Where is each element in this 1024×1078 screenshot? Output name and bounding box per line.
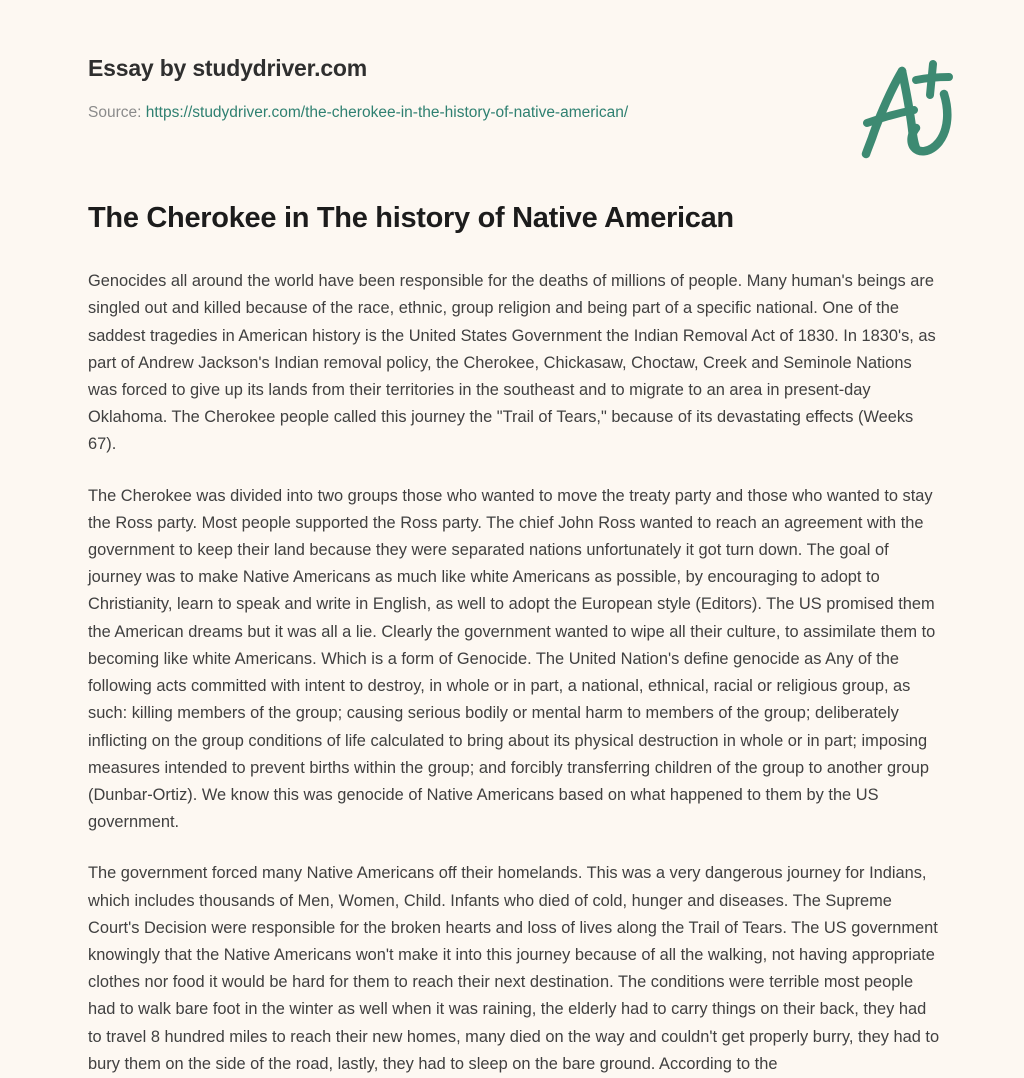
article-paragraph: The government forced many Native Americans off their homelands. This was a very dangerous journey for Indians, which includes thousands of Men, Women, Child. Infants who died of cold, hunger and diseases. The Supreme Court's Decision were responsible for the broken hearts and loss of lives along the Trail of Tears. The US government knowingly that the Native Americans won't make it into this journey because of all the walking, not having appropriate clothes nor food it would be hard for them to reach their next destination. The conditions were terrible most people had to walk bare foot in the winter as well when it was raining, the elderly had to carry things on their back, they had to travel 8 hundred miles to reach their new homes, many died on the way and couldn't get properly burry, they had to bury them on the side of the road, lastly, they had to sleep on the bare ground. According to the — [88, 864, 940, 1073]
source-url-link[interactable]: https://studydriver.com/the-cherokee-in-the-history-of-native-american/ — [145, 103, 629, 121]
page-title: The Cherokee in The history of Native American — [88, 202, 734, 234]
document-header — [0, 0, 1024, 200]
brand-title: Essay by studydriver.com — [88, 55, 368, 81]
studydriver-a-plus-logo-icon — [850, 52, 966, 168]
source-label: Source: — [88, 103, 142, 121]
article-paragraph: The Cherokee was divided into two groups those who wanted to move the treaty party and those who wanted to stay the Ross party. Most people supported the Ross party. The chief John Ross wanted to reach an agreement with the government to keep their land because they were separated nations unfortunately it got turn down. The goal of journey was to make Native Americans as much like white Americans as possible, by encouraging to adopt to Christianity, learn to speak and write in English, as well to adopt the European style (Editors). The US promised them the American dreams but it was all a lie. Clearly the government wanted to wipe all their culture, to assimilate them to becoming like white Americans. Which is a form of Genocide. The United Nation's define genocide as Any of the following acts committed with intent to destroy, in whole or in part, a national, ethnical, racial or religious group, as such: killing members of the group; causing serious bodily or mental harm to members of the group; deliberately inflicting on the group conditions of life calculated to bring about its physical destruction in whole or in part; imposing measures intended to prevent births within the group; and forcibly transferring children of the group to another group (Dunbar-Ortiz). We know this was genocide of Native Americans based on what happened to them by the US government. — [88, 486, 936, 832]
source-line — [88, 103, 936, 123]
article-paragraph: Genocides all around the world have been responsible for the deaths of millions of people. Many human's beings are singled out and killed because of the race, ethnic, group religion and being part of a specific national. One of the saddest tragedies in American history is the United States Government the Indian Removal Act of 1830. In 1830's, as part of Andrew Jackson's Indian removal policy, the Cherokee, Chickasaw, Choctaw, Creek and Seminole Nations was forced to give up its lands from their territories in the southeast and to migrate to an area in present-day Oklahoma. The Cherokee people called this journey the "Trail of Tears," because of its devastating effects (Weeks 67). — [88, 272, 936, 454]
article-body — [0, 200, 1024, 1078]
